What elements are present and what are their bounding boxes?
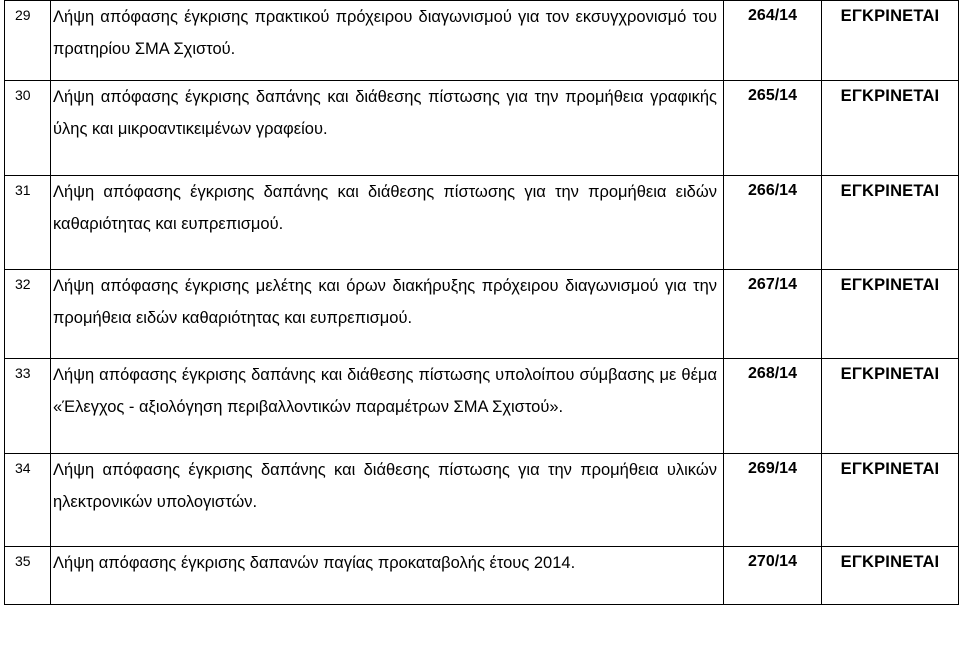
status-badge: ΕΓΚΡΙΝΕΤΑΙ (822, 1, 959, 81)
item-number: 31 (5, 176, 51, 270)
item-description: Λήψη απόφασης έγκρισης δαπανών παγίας προκαταβολής έτους 2014. (51, 547, 724, 605)
status-badge: ΕΓΚΡΙΝΕΤΑΙ (822, 81, 959, 176)
table-row (5, 359, 959, 454)
decision-number: 265/14 (724, 81, 822, 176)
decision-number: 270/14 (724, 547, 822, 605)
table-row (5, 1, 959, 81)
item-number: 33 (5, 359, 51, 454)
status-badge: ΕΓΚΡΙΝΕΤΑΙ (822, 547, 959, 605)
item-description: Λήψη απόφασης έγκρισης δαπάνης και διάθεσης πίστωσης υπολοίπου σύμβασης με θέμα «Έλεγχος - αξιολόγηση περιβαλλοντικών παραμέτρων ΣΜΑ Σχιστού». (51, 359, 724, 454)
decisions-table (4, 0, 959, 605)
status-badge: ΕΓΚΡΙΝΕΤΑΙ (822, 359, 959, 454)
decision-number: 267/14 (724, 270, 822, 359)
table-row (5, 547, 959, 605)
item-description: Λήψη απόφασης έγκρισης μελέτης και όρων διακήρυξης πρόχειρου διαγωνισμού για την προμήθεια ειδών καθαριότητας και ευπρεπισμού. (51, 270, 724, 359)
decision-number: 269/14 (724, 454, 822, 547)
status-badge: ΕΓΚΡΙΝΕΤΑΙ (822, 454, 959, 547)
table-row (5, 81, 959, 176)
status-badge: ΕΓΚΡΙΝΕΤΑΙ (822, 270, 959, 359)
item-number: 29 (5, 1, 51, 81)
status-badge: ΕΓΚΡΙΝΕΤΑΙ (822, 176, 959, 270)
item-description: Λήψη απόφασης έγκρισης δαπάνης και διάθεσης πίστωσης για την προμήθεια γραφικής ύλης και μικροαντικειμένων γραφείου. (51, 81, 724, 176)
table-row (5, 176, 959, 270)
item-description: Λήψη απόφασης έγκρισης δαπάνης και διάθεσης πίστωσης για την προμήθεια ειδών καθαριότητας και ευπρεπισμού. (51, 176, 724, 270)
item-number: 34 (5, 454, 51, 547)
item-number: 35 (5, 547, 51, 605)
item-number: 32 (5, 270, 51, 359)
item-description: Λήψη απόφασης έγκρισης πρακτικού πρόχειρου διαγωνισμού για τον εκσυγχρονισμό του πρατηρίου ΣΜΑ Σχιστού. (51, 1, 724, 81)
decision-number: 266/14 (724, 176, 822, 270)
decision-number: 268/14 (724, 359, 822, 454)
item-number: 30 (5, 81, 51, 176)
table-row (5, 454, 959, 547)
decision-number: 264/14 (724, 1, 822, 81)
item-description: Λήψη απόφασης έγκρισης δαπάνης και διάθεσης πίστωσης για την προμήθεια υλικών ηλεκτρονικών υπολογιστών. (51, 454, 724, 547)
table-row (5, 270, 959, 359)
